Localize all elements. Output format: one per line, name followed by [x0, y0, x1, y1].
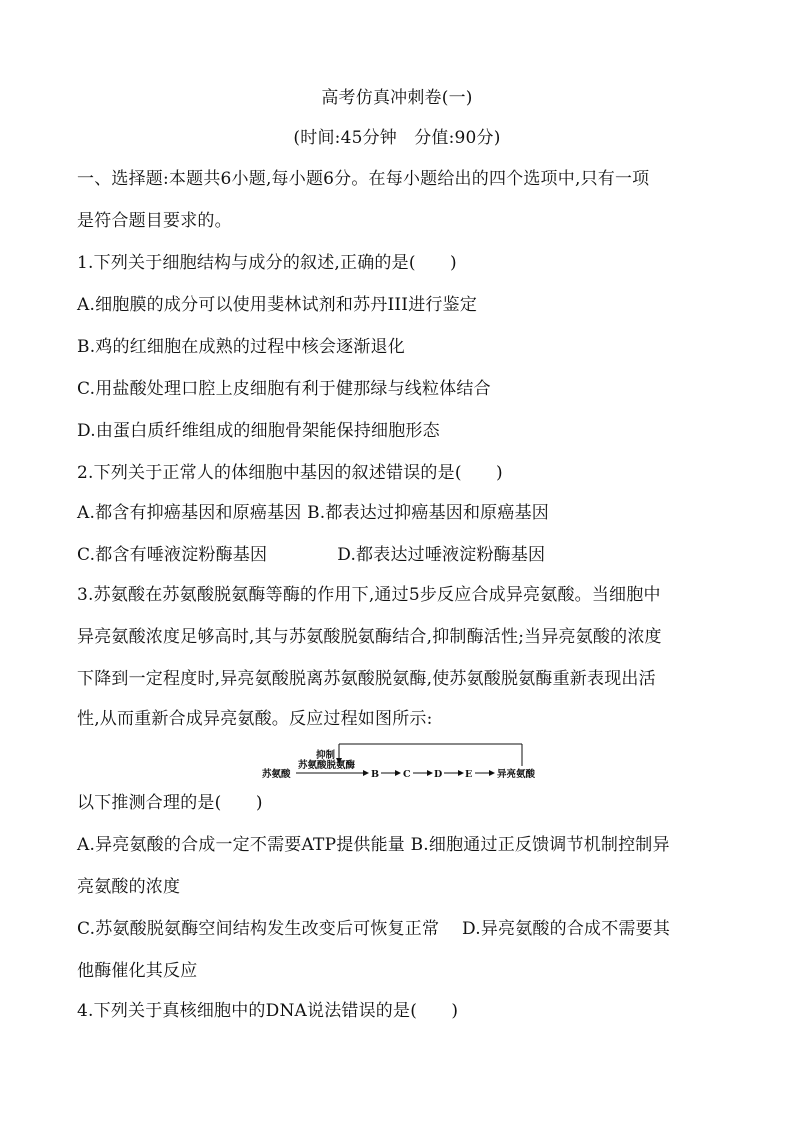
- q2-option-ab: A.都含有抑癌基因和原癌基因 B.都表达过抑癌基因和原癌基因: [77, 503, 549, 523]
- q1-option-d: D.由蛋白质纤维组成的细胞骨架能保持细胞形态: [77, 421, 440, 441]
- reaction-diagram: [258, 740, 548, 784]
- intermediate-c: C: [403, 769, 411, 780]
- q3-stem-line4: 性,从而重新合成异亮氨酸。反应过程如图所示:: [77, 709, 433, 729]
- section-header-line2: 是符合题目要求的。: [77, 211, 232, 231]
- q2-stem: 2.下列关于正常人的体细胞中基因的叙述错误的是( ): [77, 463, 503, 483]
- section-header-line1: 一、选择题:本题共6小题,每小题6分。在每小题给出的四个选项中,只有一项: [77, 169, 650, 189]
- q2-option-d: D.都表达过唾液淀粉酶基因: [337, 545, 546, 565]
- threonine-label: 苏氨酸: [262, 769, 291, 780]
- q3-stem-line1: 3.苏氨酸在苏氨酸脱氨酶等酶的作用下,通过5步反应合成异亮氨酸。当细胞中: [77, 585, 661, 605]
- isoleucine-label: 异亮氨酸: [497, 769, 536, 780]
- q3-prompt: 以下推测合理的是( ): [77, 793, 263, 813]
- q1-option-a: A.细胞膜的成分可以使用斐林试剂和苏丹III进行鉴定: [77, 295, 478, 315]
- enzyme-label: 苏氨酸脱氨酶: [298, 760, 356, 771]
- q3-option-ab-line1: A.异亮氨酸的合成一定不需要ATP提供能量 B.细胞通过正反馈调节机制控制异: [77, 835, 670, 855]
- q3-option-cd-line2: 他酶催化其反应: [77, 961, 198, 981]
- q3-option-cd-line1: C.苏氨酸脱氨酶空间结构发生改变后可恢复正常 D.异亮氨酸的合成不需要其: [77, 919, 671, 939]
- q2-option-c: C.都含有唾液淀粉酶基因: [77, 545, 268, 565]
- q1-option-b: B.鸡的红细胞在成熟的过程中核会逐渐退化: [77, 337, 405, 357]
- intermediate-e: E: [465, 769, 473, 780]
- inhibit-label: 抑制: [316, 750, 336, 761]
- intermediate-d: D: [434, 769, 443, 780]
- q2-options-cd: [77, 543, 545, 567]
- exam-subtitle: (时间:45分钟 分值:90分): [293, 128, 501, 148]
- intermediate-b: B: [371, 769, 380, 780]
- q4-stem: 4.下列关于真核细胞中的DNA说法错误的是( ): [77, 1001, 459, 1021]
- q3-option-ab-line2: 亮氨酸的浓度: [77, 877, 181, 897]
- q1-option-c: C.用盐酸处理口腔上皮细胞有利于健那绿与线粒体结合: [77, 379, 491, 399]
- q3-stem-line2: 异亮氨酸浓度足够高时,其与苏氨酸脱氨酶结合,抑制酶活性;当异亮氨酸的浓度: [77, 627, 662, 647]
- q1-stem: 1.下列关于细胞结构与成分的叙述,正确的是( ): [77, 253, 457, 273]
- exam-title: 高考仿真冲刺卷(一): [321, 88, 473, 108]
- q3-stem-line3: 下降到一定程度时,异亮氨酸脱离苏氨酸脱氨酶,使苏氨酸脱氨酶重新表现出活: [77, 669, 656, 689]
